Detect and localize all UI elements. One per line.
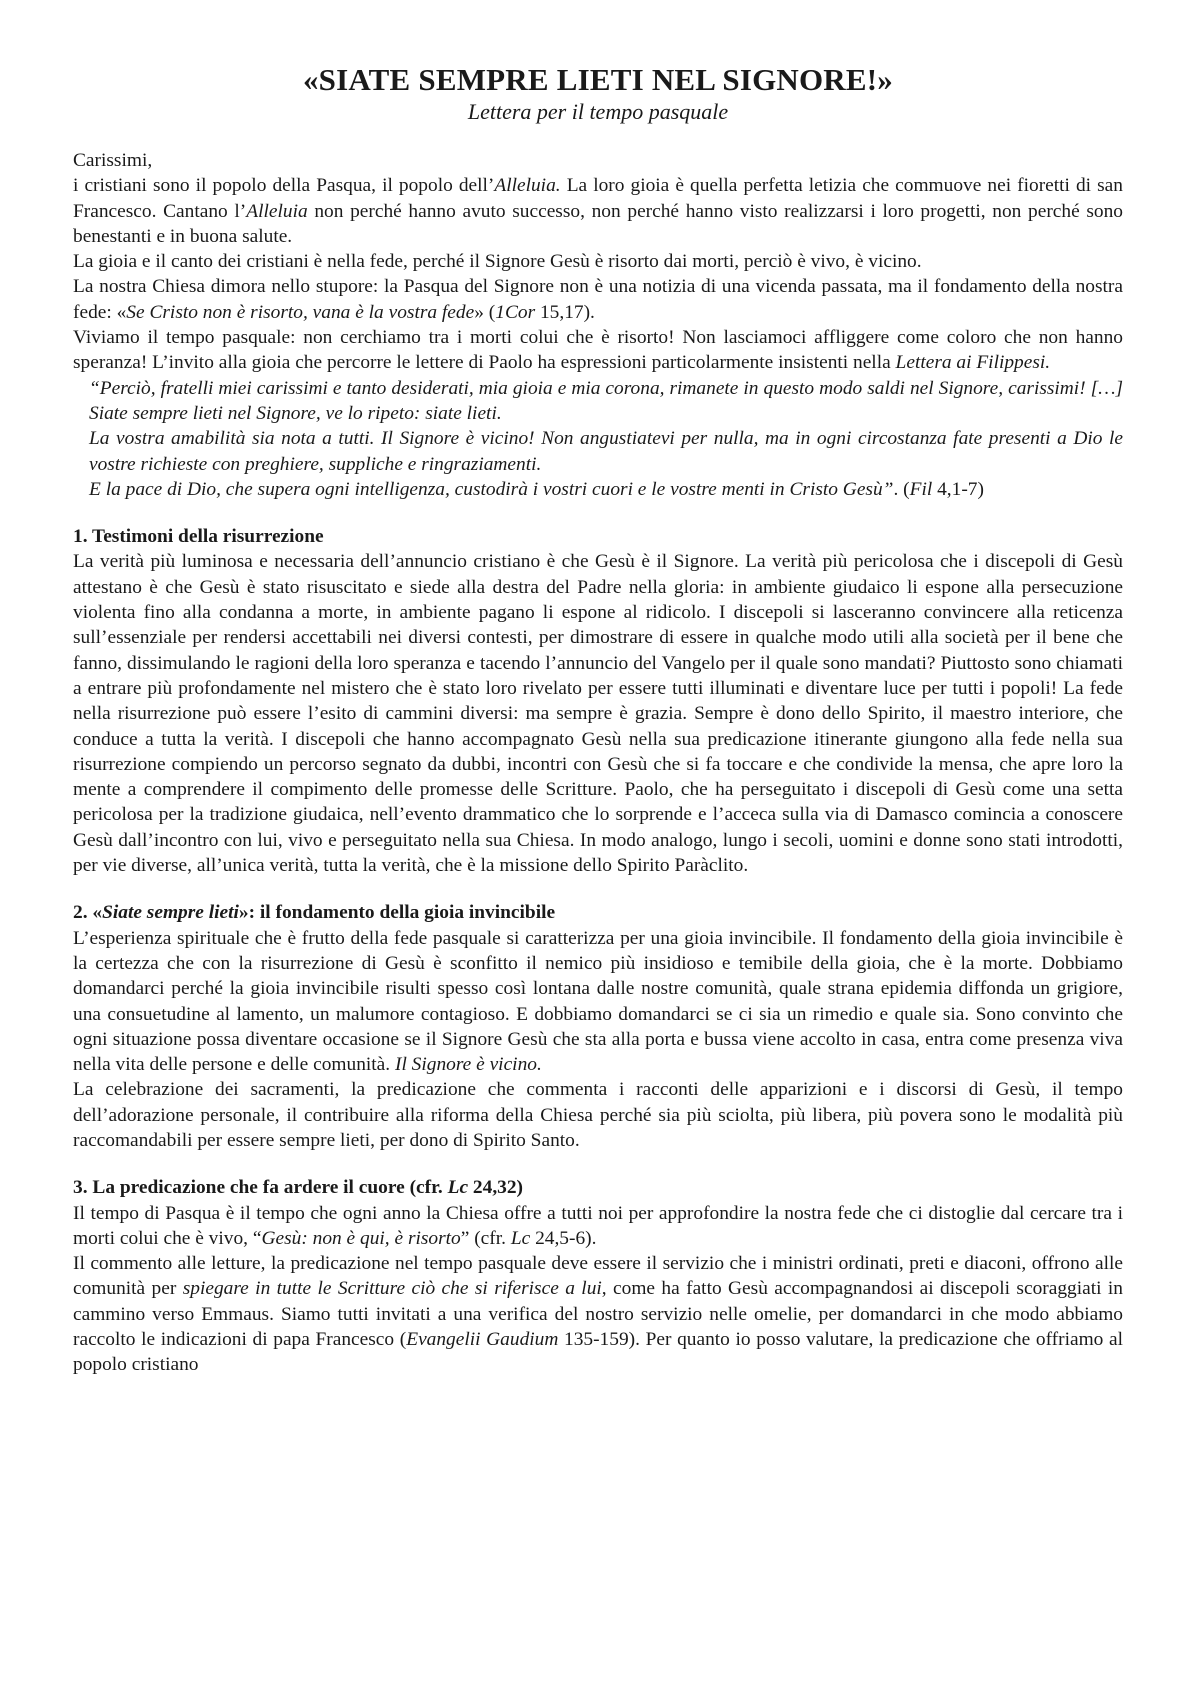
intro-paragraph-3: La nostra Chiesa dimora nello stupore: la Pasqua del Signore non è una notizia di una vicenda passata, ma il fondamento della nostra fede: «Se Cristo non è risorto, vana è la vostra fede» (1Cor 15,17). <box>73 276 1123 323</box>
section-3-paragraph-1: Il tempo di Pasqua è il tempo che ogni anno la Chiesa offre a tutti noi per approfondire la nostra fede che ci distoglie dal cercare tra i morti colui che è vivo, “Gesù: non è qui, è risorto” (cfr. Lc 24,5-6). <box>73 1202 1123 1249</box>
section-1-body: La verità più luminosa e necessaria dell’annuncio cristiano è che Gesù è il Signore. La verità più pericolosa che i discepoli di Gesù attestano è che Gesù è stato risuscitato e siede alla destra del Padre nella gloria: in ambiente giudaico li espone alla persecuzione violenta fino alla condanna a morte, in ambiente pagano li espone al ridicolo. I discepoli si lasceranno convincere alla reticenza sull’essenziale per rendersi accettabili nei diversi contesti, per dimostrare di essere in qualche modo utili alla società per il bene che fanno, dissimulando le ragioni della loro speranza e tacendo l’annuncio del Vangelo per il quale sono mandati? Piuttosto sono chiamati a entrare più profondamente nel mistero che è stato loro rivelato per essere tutti illuminati e diventare luce per tutti i popoli! La fede nella risurrezione può essere l’esito di cammini diversi: ma sempre è grazia. Sempre è dono dello Spirito, il maestro interiore, che conduce a tutta la verità. I discepoli che hanno accompagnato Gesù nella sua predicazione itinerante giungono alla fede nella sua risurrezione compiendo un percorso segnato da dubbi, incontri con Gesù che si fa toccare e che condivide la mensa, che apre loro la mente a comprendere il compimento delle promesse delle Scritture. Paolo, che ha perseguitato i discepoli di Gesù come una setta pericolosa per la tradizione giudaica, nell’evento drammatico che lo sorprende e l’acceca sulla via di Damasco comincia a conoscere Gesù dall’incontro con lui, vivo e perseguitato nella sua Chiesa. In modo analogo, lungo i secoli, uomini e donne sono stati introdotti, per vie diverse, all’unica verità, tutta la verità, che è la missione dello Spirito Paràclito. <box>73 551 1123 877</box>
section-3-paragraph-2: Il commento alle letture, la predicazione nel tempo pasquale deve essere il servizio che i ministri ordinati, preti e diaconi, offrono alle comunità per spiegare in tutte le Scritture ciò che si riferisce a lui, come ha fatto Gesù accompagnandosi ai discepoli scoraggiati in cammino verso Emmaus. Siamo tutti invitati a una verifica del nostro servizio nelle omelie, per domandarci in che modo abbiamo raccolto le indicazioni di papa Francesco (Evangelii Gaudium 135-159). Per quanto io posso valutare, la predicazione che offriamo al popolo cristiano <box>73 1253 1123 1376</box>
intro-paragraph-1: i cristiani sono il popolo della Pasqua, il popolo dell’Alleluia. La loro gioia è quella perfetta letizia che commuove nei fioretti di san Francesco. Cantano l’Alleluia non perché hanno avuto successo, non perché hanno visto realizzarsi i loro progetti, non perché sono benestanti e in buona salute. <box>73 175 1123 247</box>
section-2-paragraph-2: La celebrazione dei sacramenti, la predicazione che commenta i racconti delle apparizioni e i discorsi di Gesù, il tempo dell’adorazione personale, il contribuire alla riforma della Chiesa perché sia più sciolta, più libera, più povera sono le modalità più raccomandabili per essere sempre lieti, per dono di Spirito Santo. <box>73 1079 1123 1151</box>
intro-section <box>73 148 1123 502</box>
intro-paragraph-2: La gioia e il canto dei cristiani è nella fede, perché il Signore Gesù è risorto dai morti, perciò è vivo, è vicino. <box>73 251 922 273</box>
salutation: Carissimi, <box>73 150 153 171</box>
page-title: «SIATE SEMPRE LIETI NEL SIGNORE!» <box>302 62 893 97</box>
quote-line-2: La vostra amabilità sia nota a tutti. Il Signore è vicino! Non angustiatevi per nulla, ma in ogni circostanza fate presenti a Dio le vostre richieste con preghiere, suppliche e ringraziamenti. <box>89 428 1123 475</box>
quote-line-1: “Perciò, fratelli miei carissimi e tanto desiderati, mia gioia e mia corona, rimanete in questo modo saldi nel Signore, carissimi! […] Siate sempre lieti nel Signore, ve lo ripeto: siate lieti. <box>89 377 1123 424</box>
section-3-heading: 3. La predicazione che fa ardere il cuore (cfr. Lc 24,32) <box>73 1177 524 1199</box>
section-2-heading: 2. «Siate sempre lieti»: il fondamento della gioia invincibile <box>73 902 556 924</box>
section-1-heading: 1. Testimoni della risurrezione <box>73 526 324 548</box>
scripture-quote <box>73 376 1123 502</box>
section-2-paragraph-1: L’esperienza spirituale che è frutto della fede pasquale si caratterizza per una gioia invincibile. Il fondamento della gioia invincibile è la certezza che con la risurrezione di Gesù è sconfitto il nemico più insidioso e temibile della gioia, che è la morte. Dobbiamo domandarci perché la gioia invincibile risulti spesso così lontana dalle nostre comunità, quale strana epidemia diffonda un grigiore, una consuetudine al lamento, un malumore contagioso. E dobbiamo domandarci se ci sia un rimedio e quale sia. Sono convinto che ogni situazione possa diventare occasione se il Signore Gesù che sta alla porta e bussa viene accolto in casa, entra come presenza viva nella vita delle persone e delle comunità. Il Signore è vicino. <box>73 927 1123 1076</box>
intro-paragraph-4: Viviamo il tempo pasquale: non cerchiamo tra i morti colui che è risorto! Non lasciamoci affliggere come coloro che non hanno speranza! L’invito alla gioia che percorre le lettere di Paolo ha espressioni particolarmente insistenti nella Lettera ai Filippesi. <box>73 327 1123 374</box>
page-subtitle: Lettera per il tempo pasquale <box>467 99 729 124</box>
quote-line-3: E la pace di Dio, che supera ogni intelligenza, custodirà i vostri cuori e le vostre menti in Cristo Gesù”. (Fil 4,1-7) <box>89 478 984 500</box>
